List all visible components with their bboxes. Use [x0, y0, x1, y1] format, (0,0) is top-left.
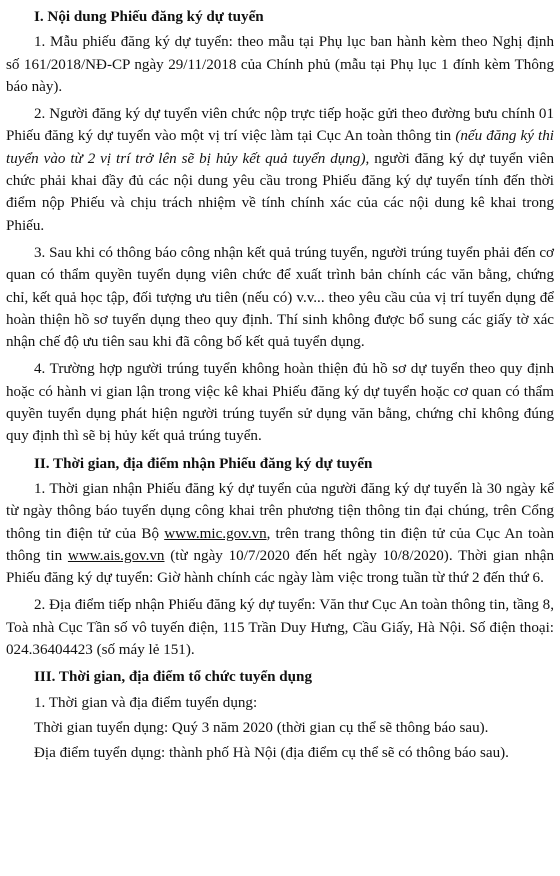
ais-website-link[interactable]: www.ais.gov.vn: [67, 547, 165, 564]
ministry-website-link[interactable]: www.mic.gov.vn: [164, 525, 267, 542]
section-1-heading: I. Nội dung Phiếu đăng ký dự tuyển: [34, 9, 264, 25]
document-page: [6, 2, 554, 768]
section-2-paragraph-1-text-a: 1. Thời gian nhận Phiếu đăng ký dự tuyển của người đăng ký dự tuyển là 30 ngày kể từ ngày thông báo tuyển dụng công khai trên phương tiện thông tin đại chúng, trên Cổng thông tin điện tử của Bộ: [6, 480, 554, 542]
section-1-paragraph-2-italic-note: (nếu đăng ký thi tuyển vào từ 2 vị trí trở lên sẽ bị hủy kết quả tuyển dụng): [6, 128, 554, 167]
section-3-paragraph-2: Thời gian tuyển dụng: Quý 3 năm 2020 (thời gian cụ thể sẽ thông báo sau).: [34, 719, 489, 736]
section-1-paragraph-2: [6, 103, 554, 237]
section-1-paragraph-2-text-b: , người đăng ký dự tuyển viên chức phải khai đầy đủ các nội dung yêu cầu trong Phiếu đăng ký dự tuyển tính đến thời điểm nộp Phiếu và chịu trách nhiệm về tính chính xác của các nội dung kê khai trong Phiếu.: [6, 150, 554, 234]
section-1-paragraph-4: 4. Trường hợp người trúng tuyển không hoàn thiện đủ hồ sơ dự tuyển theo quy định hoặc có hành vi gian lận trong việc kê khai Phiếu đăng ký dự tuyển hoặc cơ quan có thẩm quyền tuyển dụng phát hiện người trúng tuyển sử dụng văn bằng, chứng chỉ không đúng quy định thì sẽ bị hủy kết quả trúng tuyển.: [6, 361, 554, 445]
section-3-heading: III. Thời gian, địa điểm tổ chức tuyển dụng: [34, 669, 312, 686]
section-3-paragraph-1: 1. Thời gian và địa điểm tuyển dụng:: [34, 694, 258, 711]
section-2-paragraph-2: 2. Địa điểm tiếp nhận Phiếu đăng ký dự tuyển: Văn thư Cục An toàn thông tin, tầng 8, Toà nhà Cục Tần số vô tuyến điện, 115 Trần Duy Hưng, Cầu Giấy, Hà Nội. Số điện thoại: 024.36404423 (số máy lẻ 151).: [6, 597, 554, 659]
section-1-paragraph-1: 1. Mẫu phiếu đăng ký dự tuyển: theo mẫu tại Phụ lục ban hành kèm theo Nghị định số 161/2018/NĐ-CP ngày 29/11/2018 của Chính phủ (mẫu tại Phụ lục 1 đính kèm Thông báo này).: [6, 34, 554, 95]
section-2-paragraph-1-text-b: , trên trang thông tin điện tử của Cục An toàn thông tin: [6, 525, 554, 564]
section-2-paragraph-1: [6, 478, 554, 589]
section-2-heading: II. Thời gian, địa điểm nhận Phiếu đăng ký dự tuyển: [34, 455, 373, 472]
section-3-paragraph-3: Địa điểm tuyển dụng: thành phố Hà Nội (địa điểm cụ thể sẽ có thông báo sau).: [34, 745, 509, 762]
section-1-paragraph-3: 3. Sau khi có thông báo công nhận kết quả trúng tuyển, người trúng tuyển phải đến cơ quan có thẩm quyền tuyển dụng viên chức để xuất trình bản chính các văn bằng, chứng chỉ, kết quả học tập, đối tượng ưu tiên (nếu có) v.v... theo yêu cầu của vị trí tuyển dụng để hoàn thiện hồ sơ tuyển dụng theo quy định. Thí sinh không được bổ sung các giấy tờ xác nhận chế độ ưu tiên sau khi đã công bố kết quả tuyển dụng.: [6, 244, 554, 351]
section-2-paragraph-1-text-c: (từ ngày 10/7/2020 đến hết ngày 10/8/2020). Thời gian nhận Phiếu đăng ký dự tuyển: Giờ hành chính các ngày làm việc trong tuần từ thứ 2 đến thứ 6.: [6, 547, 554, 587]
section-1-paragraph-2-text-a: 2. Người đăng ký dự tuyển viên chức nộp trực tiếp hoặc gửi theo đường bưu chính 01 Phiếu đăng ký dự tuyển vào một vị trí việc làm tại Cục An toàn thông tin: [6, 106, 554, 145]
